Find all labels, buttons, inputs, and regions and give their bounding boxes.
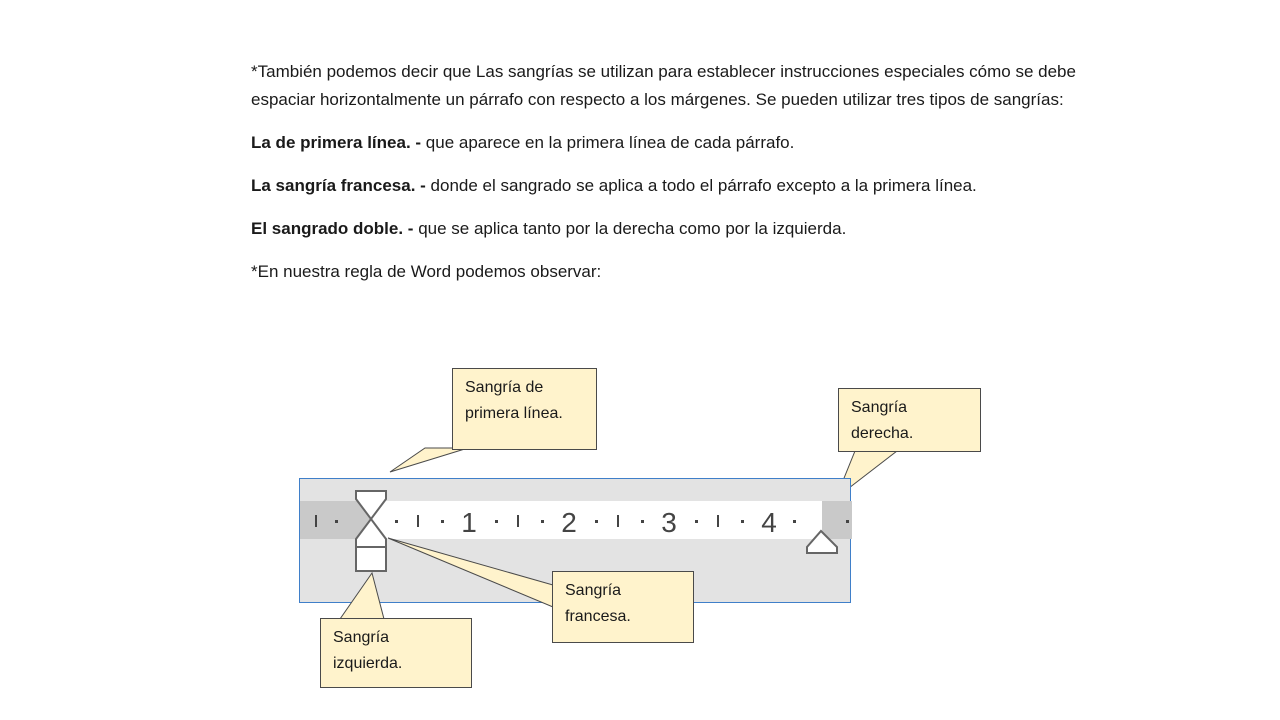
definition-francesa: donde el sangrado se aplica a todo el párrafo excepto a la primera línea. <box>425 176 977 195</box>
term-francesa: La sangría francesa. - <box>251 176 426 195</box>
term-doble: El sangrado doble. - <box>251 219 414 238</box>
definition-primera-linea: que aparece en la primera línea de cada párrafo. <box>421 133 795 152</box>
paragraph-intro: *También podemos decir que Las sangrías se utilizan para establecer instrucciones especiales cómo se debe espaciar horizontalmente un párrafo con respecto a los márgenes. Se pueden utilizar tres tipos de sangrías: <box>251 62 1076 109</box>
ruler-number: 3 <box>661 507 677 538</box>
ruler-tick <box>315 515 317 527</box>
ruler-number: 2 <box>561 507 577 538</box>
paragraph-regla: *En nuestra regla de Word podemos observar: <box>251 262 602 281</box>
ruler-tick <box>335 520 338 523</box>
paragraph-francesa <box>251 172 1081 200</box>
ruler-tick <box>517 515 519 527</box>
ruler-tick <box>741 520 744 523</box>
callout-francesa <box>552 571 694 643</box>
callout-derecha <box>838 388 981 452</box>
term-primera-linea: La de primera línea. - <box>251 133 422 152</box>
ruler-tick <box>793 520 796 523</box>
callout-izquierda <box>320 618 472 688</box>
definition-doble: que se aplica tanto por la derecha como por la izquierda. <box>413 219 847 238</box>
callout-primera-linea <box>452 368 597 450</box>
left-indent-marker <box>356 547 386 571</box>
ruler-number: 4 <box>761 507 777 538</box>
ruler-tick <box>441 520 444 523</box>
ruler-tick <box>495 520 498 523</box>
ruler-tick <box>717 515 719 527</box>
callout-line: Sangría <box>333 629 390 646</box>
callout-line: derecha. <box>851 425 914 442</box>
ruler-number: 1 <box>461 507 477 538</box>
paragraph-primera-linea <box>251 129 1081 157</box>
callout-line: Sangría <box>851 399 908 416</box>
document-text <box>251 58 1081 286</box>
pointer-primera-linea <box>390 448 468 472</box>
ruler-tick <box>417 515 419 527</box>
ruler-tick <box>641 520 644 523</box>
ruler-tick <box>617 515 619 527</box>
ruler-tick <box>695 520 698 523</box>
paragraph-doble <box>251 215 1081 243</box>
callout-line: primera línea. <box>465 405 563 422</box>
callout-line: francesa. <box>565 608 631 625</box>
callout-line: Sangría de <box>465 379 544 396</box>
callout-line: Sangría <box>565 582 622 599</box>
ruler-tick <box>395 520 398 523</box>
callout-line: izquierda. <box>333 655 403 672</box>
ruler-tick <box>846 520 849 523</box>
ruler-tick <box>541 520 544 523</box>
ruler-tick <box>595 520 598 523</box>
